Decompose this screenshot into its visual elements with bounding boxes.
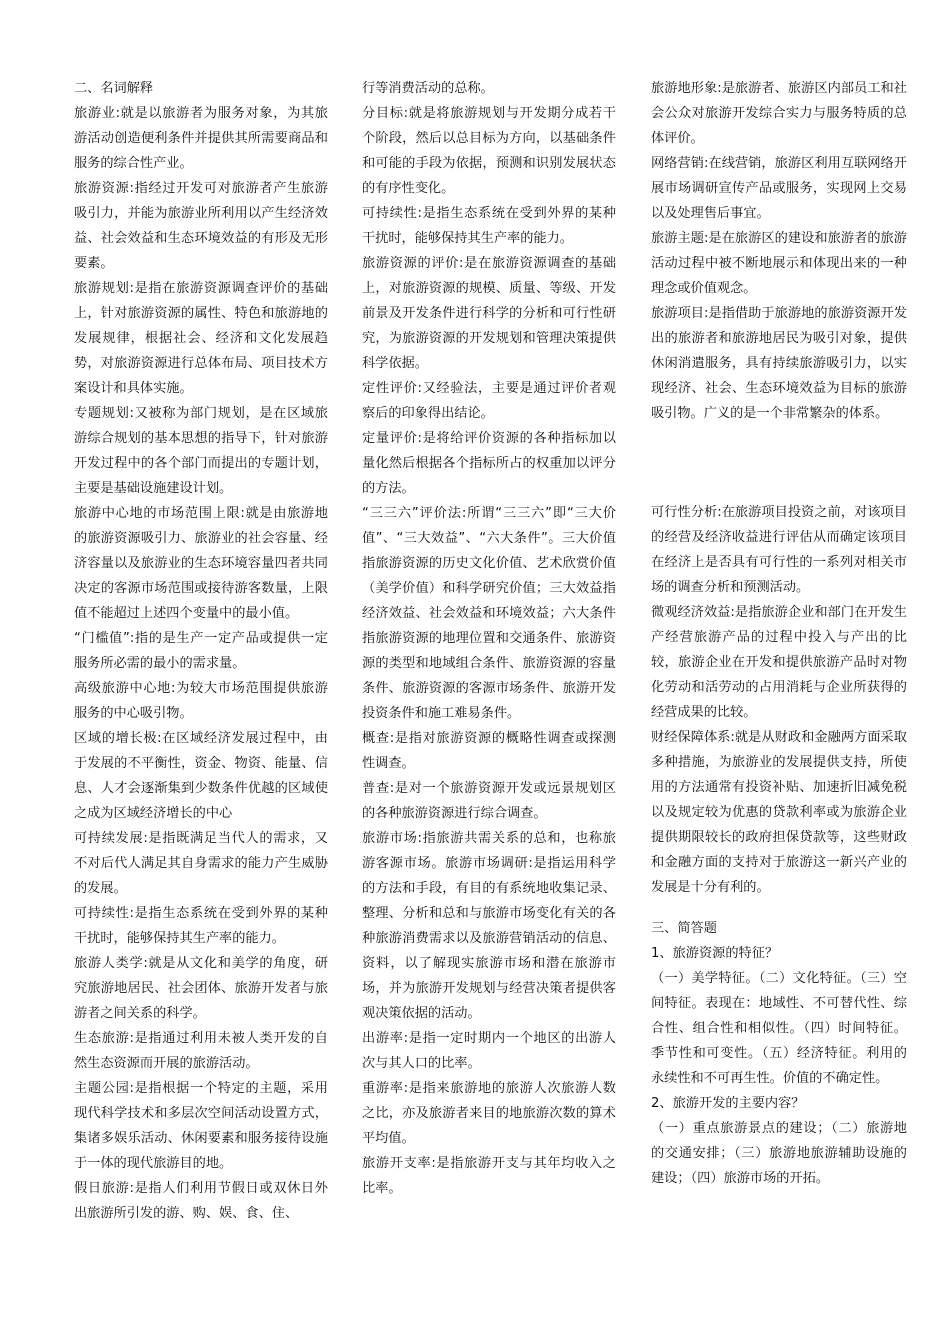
definition-paragraph: 旅游人类学:就是从文化和美学的角度，研究旅游地居民、社会团体、旅游开发者与旅游者之间关系的科学。 — [74, 956, 328, 1021]
question-heading: 1、旅游资源的特征？ — [651, 946, 779, 961]
definition-paragraph: “三三六”评价法:所谓“三三六”即“三大价值”、“三大效益”、“六大条件”。三大价值指旅游资源的历史文化价值、艺术欣赏价值（美学价值）和科学研究价值；三大效益指经济效益、社会效益和环境效益；六大条件指旅游资源的地理位置和交通条件、旅游资源的类型和地域组合条件、旅游资源的容量条件、旅游资源的客源市场条件、旅游开发投资条件和施工难易条件。 — [362, 506, 616, 721]
definition-paragraph: 定性评价:又经验法，主要是通过评价者观察后的印象得出结论。 — [362, 381, 616, 421]
definition-paragraph: 旅游资源的评价:是在旅游资源调查的基础上，对旅游资源的规模、质量、等级、开发前景及开发条件进行科学的分析和可行性研究，为旅游资源的开发规划和管理决策提供科学依据。 — [362, 256, 616, 371]
definition-paragraph: 生态旅游:是指通过利用未被人类开发的自然生态资源而开展的旅游活动。 — [74, 1031, 328, 1071]
definition-paragraph: 高级旅游中心地:为较大市场范围提供旅游服务的中心吸引物。 — [74, 681, 328, 721]
definition-paragraph: 出游率:是指一定时期内一个地区的出游人次与其人口的比率。 — [362, 1031, 616, 1071]
answer-paragraph: （一）重点旅游景点的建设；（二）旅游地的交通安排；（三）旅游地旅游辅助设施的建设；（四）旅游市场的开拓。 — [651, 1121, 907, 1186]
definition-paragraph: 可持续发展:是指既满足当代人的需求，又不对后代人满足其自身需求的能力产生威胁的发展。 — [74, 831, 328, 896]
definition-paragraph: 区域的增长极:在区域经济发展过程中，由于发展的不平衡性，资金、物资、能量、信息、人才会逐渐集到少数条件优越的区域使之成为区域经济增长的中心 — [74, 731, 328, 821]
definition-paragraph: 旅游地形象:是旅游者、旅游区内部员工和社会公众对旅游开发综合实力与服务特质的总体评价。 — [651, 81, 907, 146]
definition-paragraph: 概查:是指对旅游资源的概略性调查或探测性调查。 — [362, 731, 616, 771]
definition-paragraph: 可持续性:是指生态系统在受到外界的某种干扰时，能够保持其生产率的能力。 — [74, 906, 328, 946]
definition-paragraph: 主题公园:是指根据一个特定的主题，采用现代科学技术和多层次空间活动设置方式，集诸多娱乐活动、休闲要素和服务接待设施于一体的现代旅游目的地。 — [74, 1081, 328, 1171]
column-left — [74, 76, 328, 1226]
definition-paragraph: 定量评价:是将给评价资源的各种指标加以量化然后根据各个指标所占的权重加以评分的方法。 — [362, 431, 616, 496]
definition-paragraph: 假日旅游:是指人们利用节假日或双休日外出旅游所引发的游、购、娱、食、住、 — [74, 1181, 328, 1221]
column-right — [651, 76, 907, 1191]
definition-paragraph: 旅游项目:是指借助于旅游地的旅游资源开发出的旅游者和旅游地居民为吸引对象，提供休闲消遣服务，具有持续旅游吸引力，以实现经济、社会、生态环境效益为目标的旅游吸引物。广义的是一个非常繁杂的体系。 — [651, 306, 907, 421]
definition-paragraph: 网络营销:在线营销，旅游区利用互联网络开展市场调研宣传产品或服务，实现网上交易以及处理售后事宜。 — [651, 156, 907, 221]
answer-paragraph: （一）美学特征。（二）文化特征。（三）空间特征。表现在：地域性、不可替代性、综合性、组合性和相似性。（四）时间特征。季节性和可变性。（五）经济特征。利用的永续性和不可再生性。价值的不确定性。 — [651, 971, 907, 1086]
definition-paragraph: 旅游规划:是指在旅游资源调查评价的基础上，针对旅游资源的属性、特色和旅游地的发展规律，根据社会、经济和文化发展趋势，对旅游资源进行总体布局、项目技术方案设计和具体实施。 — [74, 281, 328, 396]
definition-paragraph: 专题规划:又被称为部门规划，是在区域旅游综合规划的基本思想的指导下，针对旅游开发过程中的各个部门而提出的专题计划，主要是基础设施建设计划。 — [74, 406, 328, 496]
definition-paragraph: 重游率:是指来旅游地的旅游人次旅游人数之比，亦及旅游者来目的地旅游次数的算术平均值。 — [362, 1081, 616, 1146]
definition-paragraph: 普查:是对一个旅游资源开发或远景规划区的各种旅游资源进行综合调查。 — [362, 781, 616, 821]
definition-paragraph: 旅游中心地的市场范围上限:就是由旅游地的旅游资源吸引力、旅游业的社会容量、经济容量以及旅游业的生态环境容量四者共同决定的客源市场范围或接待游客数量，上限值不能超过上述四个变量中的最小值。 — [74, 506, 328, 621]
definition-paragraph: 分目标:就是将旅游规划与开发期分成若干个阶段，然后以总目标为方向，以基础条件和可能的手段为依据，预测和识别发展状态的有序性变化。 — [362, 106, 616, 196]
definition-paragraph: 微观经济效益:是指旅游企业和部门在开发生产经营旅游产品的过程中投入与产出的比较，旅游企业在开发和提供旅游产品时对物化劳动和活劳动的占用消耗与企业所获得的经营成果的比较。 — [651, 605, 907, 720]
section-heading-short-answers: 三、简答题 — [651, 921, 717, 936]
definition-paragraph: 旅游市场:指旅游共需关系的总和，也称旅游客源市场。旅游市场调研:是指运用科学的方法和手段，有目的有系统地收集记录、整理、分析和总和与旅游市场变化有关的各种旅游消费需求以及旅游营销活动的信息、资料，以了解现实旅游市场和潜在旅游市场，并为旅游开发规划与经营决策者提供客观决策依据的活动。 — [362, 831, 616, 1021]
definition-paragraph: 旅游资源:指经过开发可对旅游者产生旅游吸引力，并能为旅游业所利用以产生经济效益、社会效益和生态环境效益的有形及无形要素。 — [74, 181, 328, 271]
question-heading: 2、旅游开发的主要内容？ — [651, 1096, 805, 1111]
column-middle — [362, 76, 616, 1201]
section-heading-definitions: 二、名词解释 — [74, 81, 154, 96]
definition-paragraph: 可行性分析:在旅游项目投资之前，对该项目的经营及经济收益进行评估从而确定该项目在经济上是否具有可行性的一系列对相关市场的调查分析和预测活动。 — [651, 505, 907, 595]
definition-paragraph: 行等消费活动的总称。 — [362, 81, 494, 96]
definition-paragraph: 旅游主题:是在旅游区的建设和旅游者的旅游活动过程中被不断地展示和体现出来的一种理念或价值观念。 — [651, 231, 907, 296]
definition-paragraph: 财经保障体系:就是从财政和金融两方面采取多种措施，为旅游业的发展提供支持，所使用的方法通常有投资补贴、加速折旧减免税以及规定较为优惠的贷款利率或为旅游企业提供期限较长的政府担保贷款等，这些财政和金融方面的支持对于旅游这一新兴产业的发展是十分有利的。 — [651, 730, 907, 895]
definition-paragraph: 旅游开支率:是指旅游开支与其年均收入之比率。 — [362, 1156, 616, 1196]
definition-paragraph: “门槛值”:指的是生产一定产品或提供一定服务所必需的最小的需求量。 — [74, 631, 328, 671]
definition-paragraph: 旅游业:就是以旅游者为服务对象，为其旅游活动创造便利条件并提供其所需要商品和服务的综合性产业。 — [74, 106, 328, 171]
definition-paragraph: 可持续性:是指生态系统在受到外界的某种干扰时，能够保持其生产率的能力。 — [362, 206, 616, 246]
